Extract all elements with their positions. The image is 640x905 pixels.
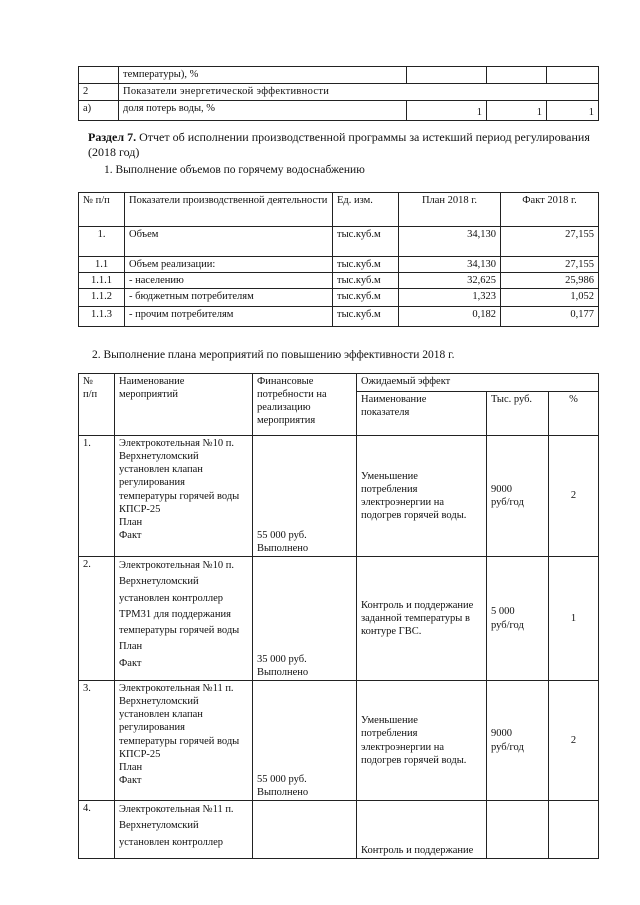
row-text: Показатели энергетической эффективности — [119, 84, 599, 101]
measures-table — [78, 373, 599, 859]
row-name: Объем реализации: — [125, 257, 333, 273]
measure-indicator: Уменьшение потребления электроэнергии на подогрев горячей воды. — [357, 681, 487, 801]
row-number: 1.1.3 — [79, 307, 125, 327]
value-cell: 1 — [547, 101, 599, 121]
table-row — [79, 67, 599, 84]
measure-pct: 1 — [549, 557, 599, 681]
measure-name: Электрокотельная №10 п. Верхнетуломский установлен контроллер ТРМ31 для поддержания температуры горячей воды План Факт — [115, 557, 253, 681]
table-row — [79, 801, 599, 859]
row-fact: 27,155 — [501, 257, 599, 273]
header-measure-name: Наименование мероприятий — [115, 374, 253, 436]
row-number: 1.1.1 — [79, 273, 125, 289]
measure-name: Электрокотельная №11 п. Верхнетуломский установлен клапан регулирования температуры горячей воды КПСР-25 План Факт — [115, 681, 253, 801]
value-cell — [407, 67, 487, 84]
measure-finance: 55 000 руб. Выполнено — [253, 436, 357, 557]
header-expected-effect: Ожидаемый эффект — [357, 374, 599, 392]
measure-pct: 2 — [549, 436, 599, 557]
row-plan: 1,323 — [399, 289, 501, 307]
measure-finance: 55 000 руб. Выполнено — [253, 681, 357, 801]
row-number: 2. — [79, 557, 115, 681]
row-text: температуры), % — [119, 67, 407, 84]
row-number: 2 — [79, 84, 119, 101]
header-number: № п/п — [79, 193, 125, 227]
row-number: 3. — [79, 681, 115, 801]
section-heading — [88, 130, 598, 160]
header-indicator: Показатели производственной деятельности — [125, 193, 333, 227]
row-number: 4. — [79, 801, 115, 859]
volume-table — [78, 192, 599, 327]
row-fact: 0,177 — [501, 307, 599, 327]
table-row — [79, 227, 599, 257]
measure-rub: 9000 руб/год — [487, 436, 549, 557]
row-name: - бюджетным потребителям — [125, 289, 333, 307]
value-cell: 1 — [407, 101, 487, 121]
row-number: а) — [79, 101, 119, 121]
table-row — [79, 557, 599, 681]
subheading-volumes: 1. Выполнение объемов по горячему водоснабжению — [104, 164, 365, 176]
header-unit: Ед. изм. — [333, 193, 399, 227]
row-text: доля потерь воды, % — [119, 101, 407, 121]
measure-pct: 2 — [549, 681, 599, 801]
table-row — [79, 84, 599, 101]
table-row — [79, 436, 599, 557]
table-row — [79, 289, 599, 307]
header-fact: Факт 2018 г. — [501, 193, 599, 227]
measure-rub — [487, 801, 549, 859]
row-unit: тыс.куб.м — [333, 307, 399, 327]
row-number: 1. — [79, 436, 115, 557]
measure-name: Электрокотельная №11 п. Верхнетуломский установлен контроллер — [115, 801, 253, 859]
row-name: - прочим потребителям — [125, 307, 333, 327]
table-row — [79, 273, 599, 289]
row-unit: тыс.куб.м — [333, 257, 399, 273]
measure-rub: 9000 руб/год — [487, 681, 549, 801]
row-number: 1.1 — [79, 257, 125, 273]
table-row — [79, 101, 599, 121]
header-indicator: Наименование показателя — [357, 392, 487, 436]
table-header-row — [79, 193, 599, 227]
row-name: - населению — [125, 273, 333, 289]
row-name: Объем — [125, 227, 333, 257]
header-number: № п/п — [79, 374, 115, 436]
section-title-bold: Раздел 7. — [88, 130, 137, 144]
row-fact: 27,155 — [501, 227, 599, 257]
subheading-measures: 2. Выполнение плана мероприятий по повышению эффективности 2018 г. — [92, 349, 455, 361]
table-row — [79, 307, 599, 327]
row-fact: 25,986 — [501, 273, 599, 289]
row-fact: 1,052 — [501, 289, 599, 307]
header-rub: Тыс. руб. — [487, 392, 549, 436]
header-pct: % — [549, 392, 599, 436]
row-plan: 34,130 — [399, 227, 501, 257]
value-cell — [487, 67, 547, 84]
row-plan: 32,625 — [399, 273, 501, 289]
section-title-text: Отчет об исполнении производственной программы за истекший период регулирования (2018 год) — [88, 130, 590, 159]
row-number — [79, 67, 119, 84]
value-cell — [547, 67, 599, 84]
header-finance: Финансовые потребности на реализацию мероприятия — [253, 374, 357, 436]
row-plan: 0,182 — [399, 307, 501, 327]
row-unit: тыс.куб.м — [333, 273, 399, 289]
row-number: 1.1.2 — [79, 289, 125, 307]
header-plan: План 2018 г. — [399, 193, 501, 227]
measure-indicator: Контроль и поддержание заданной температуры в контуре ГВС. — [357, 557, 487, 681]
measure-indicator: Уменьшение потребления электроэнергии на подогрев горячей воды. — [357, 436, 487, 557]
measure-pct — [549, 801, 599, 859]
measure-finance — [253, 801, 357, 859]
table-header-row — [79, 374, 599, 392]
row-unit: тыс.куб.м — [333, 289, 399, 307]
measure-rub: 5 000 руб/год — [487, 557, 549, 681]
top-table — [78, 66, 599, 121]
table-row — [79, 257, 599, 273]
measure-indicator: Контроль и поддержание — [357, 801, 487, 859]
measure-name: Электрокотельная №10 п. Верхнетуломский установлен клапан регулирования температуры горячей воды КПСР-25 План Факт — [115, 436, 253, 557]
value-cell: 1 — [487, 101, 547, 121]
row-number: 1. — [79, 227, 125, 257]
table-row — [79, 681, 599, 801]
row-unit: тыс.куб.м — [333, 227, 399, 257]
row-plan: 34,130 — [399, 257, 501, 273]
measure-finance: 35 000 руб. Выполнено — [253, 557, 357, 681]
